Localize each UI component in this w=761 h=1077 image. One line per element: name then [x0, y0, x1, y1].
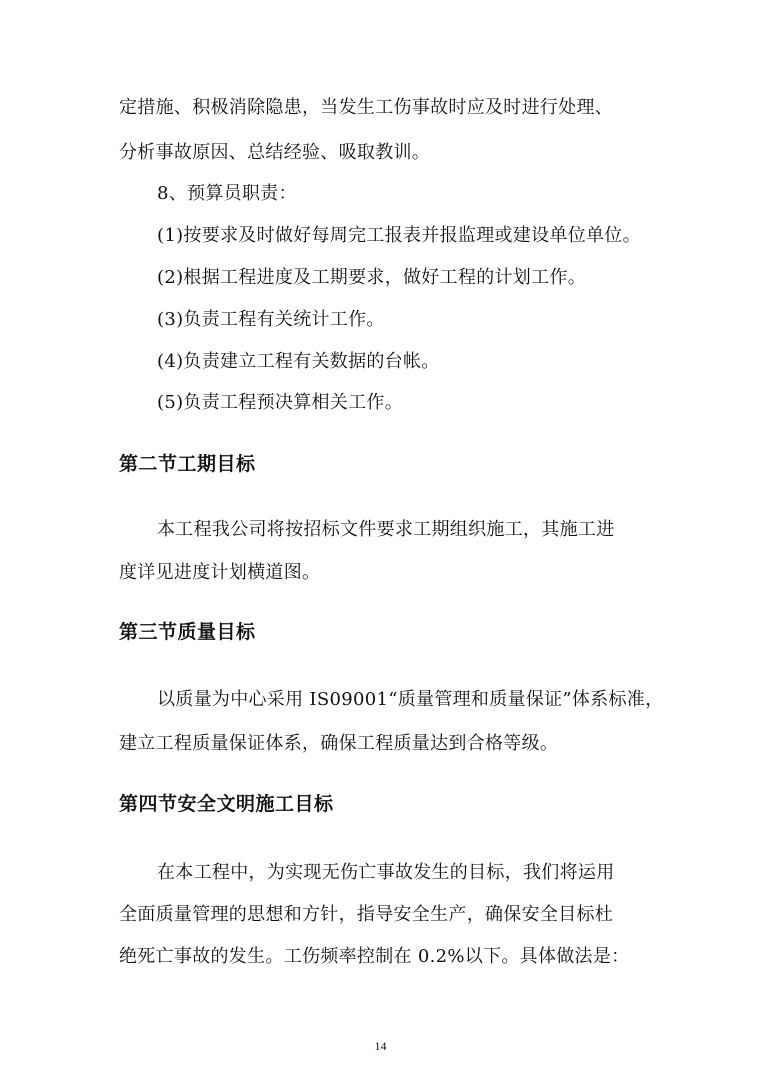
duty-item: (1)按要求及时做好每周完工报表并报监理或建设单位单位。	[157, 225, 641, 246]
section-heading: 第二节工期目标	[119, 453, 256, 475]
paragraph-line: 度详见进度计划横道图。	[119, 562, 321, 583]
paragraph-line: 本工程我公司将按招标文件要求工期组织施工，其施工进	[157, 519, 615, 540]
paragraph-line: 建立工程质量保证体系，确保工程质量达到合格等级。	[119, 733, 559, 754]
duty-item: (3)负责工程有关统计工作。	[157, 309, 385, 330]
page-number: 14	[374, 1039, 387, 1053]
duty-item: (4)负责建立工程有关数据的台帐。	[157, 351, 440, 372]
paragraph-line: 绝死亡事故的发生。工伤频率控制在 0.2%以下。具体做法是：	[119, 946, 630, 967]
paragraph-line: 在本工程中，为实现无伤亡事故发生的目标，我们将运用	[157, 862, 615, 883]
section-heading: 第三节质量目标	[119, 621, 256, 643]
section-heading: 第四节安全文明施工目标	[119, 793, 334, 815]
duty-item: (5)负责工程预决算相关工作。	[157, 392, 403, 413]
paragraph-line: 分析事故原因、总结经验、吸取教训。	[119, 142, 431, 163]
paragraph-line: 全面质量管理的思想和方针，指导安全生产，确保安全目标杜	[119, 904, 614, 925]
paragraph-line: 以质量为中心采用 IS09001“质量管理和质量保证”体系标准，	[157, 689, 664, 710]
paragraph-line: 定措施、积极消除隐患，当发生工伤事故时应及时进行处理、	[119, 97, 614, 118]
duty-item: (2)根据工程进度及工期要求，做好工程的计划工作。	[157, 267, 586, 288]
duties-title: 8、预算员职责：	[157, 183, 297, 204]
